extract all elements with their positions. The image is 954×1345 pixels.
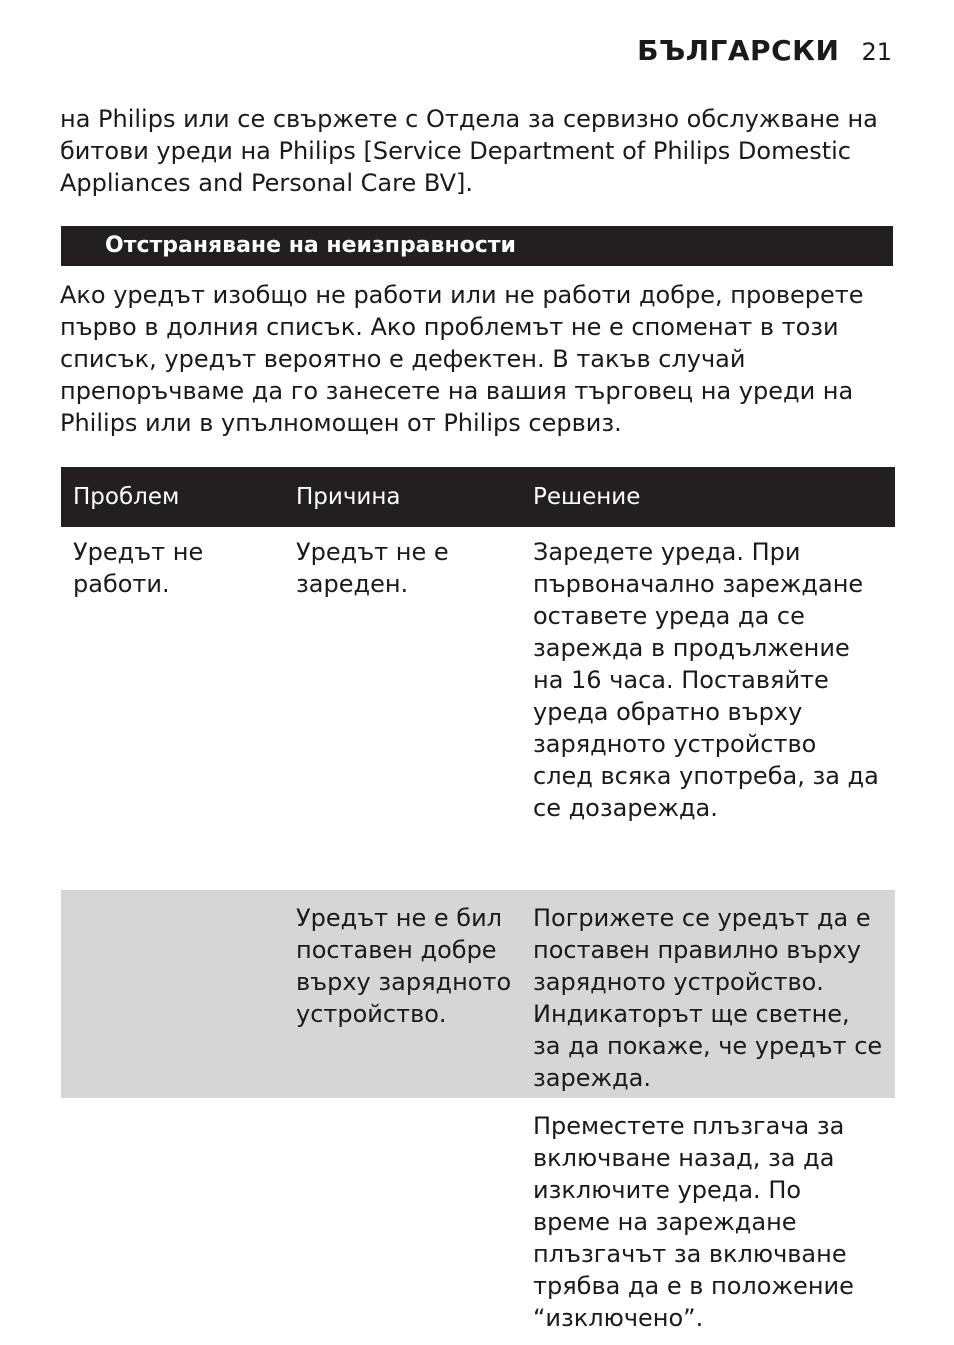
page-number: 21 bbox=[861, 38, 892, 66]
solution-cell: Погрижете се уредът да е поставен правилно върху зарядното устройство. Индикаторът ще светне, за да покаже, че уредът се зарежда. bbox=[533, 904, 883, 1092]
cause-cell: Уредът не е зареден. bbox=[296, 538, 449, 598]
section-title: Отстраняване на неизправности bbox=[105, 233, 516, 258]
troubleshooting-table bbox=[61, 467, 895, 1332]
cause-cell: Уредът не е бил поставен добре върху зарядното устройство. bbox=[296, 904, 512, 1028]
solution-cell: Заредете уреда. При първоначално зареждане оставете уреда да се зарежда в продължение на 16 часа. Поставяйте уреда обратно върху зарядното устройство след всяка употреба, за да се дозарежда. bbox=[533, 538, 879, 822]
table-row bbox=[61, 890, 895, 1098]
page-header bbox=[637, 34, 892, 67]
table-row bbox=[61, 527, 895, 890]
table-header-row bbox=[61, 467, 895, 527]
column-header-solution: Решение bbox=[533, 484, 641, 510]
table-row bbox=[61, 1098, 895, 1332]
problem-cell: Уредът не работи. bbox=[73, 538, 204, 598]
intro-paragraph: на Philips или се свържете с Отдела за сервизно обслужване на битови уреди на Philips [Service Department of Philips Domestic Appliances and Personal Care BV]. bbox=[60, 105, 878, 197]
solution-cell: Преместете плъзгача за включване назад, за да изключите уреда. По време на зареждане плъзгачът за включване трябва да е в положение “изключено”. bbox=[533, 1112, 854, 1332]
body-paragraph: Ако уредът изобщо не работи или не работи добре, проверете първо в долния списък. Ако проблемът не е споменат в този списък, уредът вероятно е дефектен. В такъв случай препоръчваме да го занесете на вашия търговец на уреди на Philips или в упълномощен от Philips сервиз. bbox=[60, 281, 864, 437]
section-heading-bar bbox=[61, 226, 893, 266]
column-header-cause: Причина bbox=[296, 484, 401, 510]
language-label: БЪЛГАРСКИ bbox=[637, 34, 840, 67]
column-header-problem: Проблем bbox=[73, 484, 180, 510]
